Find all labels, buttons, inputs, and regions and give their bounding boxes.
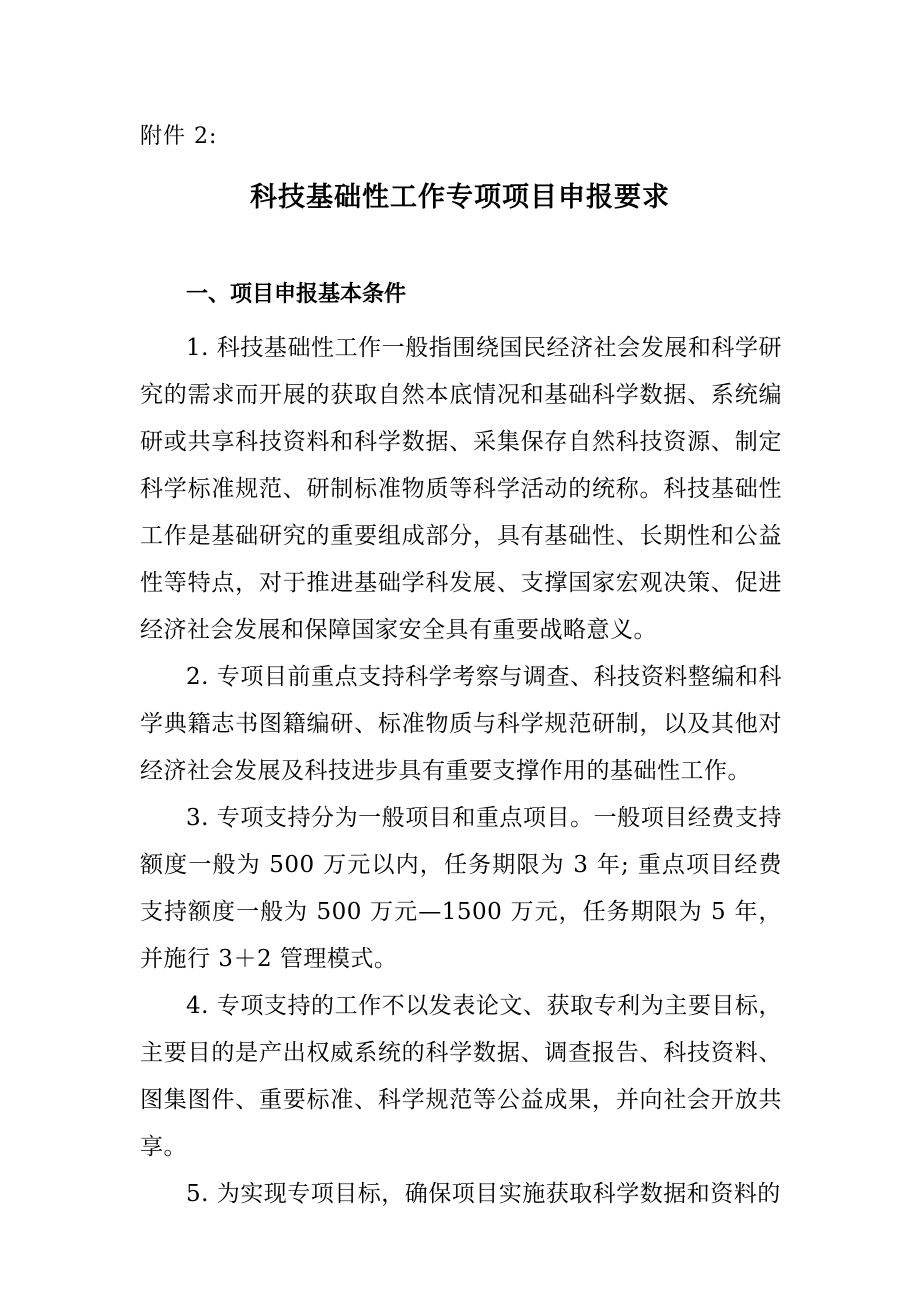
document-body: [140, 325, 782, 1218]
paragraph-5: 5. 为实现专项目标，确保项目实施获取科学数据和资料的: [186, 1181, 781, 1207]
attachment-label: 附件 2:: [140, 124, 218, 149]
paragraph-2: 2. 专项目前重点支持科学考察与调查、科技资料整编和科学典籍志书图籍编研、标准物质与科学规范研制，以及其他对经济社会发展及科技进步具有重要支撑作用的基础性工作。: [140, 664, 782, 784]
section-heading: 一、项目申报基本条件: [186, 282, 407, 307]
document-title: 科技基础性工作专项项目申报要求: [250, 182, 670, 213]
paragraph-4: 4. 专项支持的工作不以发表论文、获取专利为主要目标，主要目的是产出权威系统的科学数据、调查报告、科技资料、图集图件、重要标准、科学规范等公益成果，并向社会开放共享。: [140, 993, 782, 1160]
paragraph-3: 3. 专项支持分为一般项目和重点项目。一般项目经费支持额度一般为 500 万元以内，任务期限为 3 年; 重点项目经费支持额度一般为 500 万元—1500 万元，任务期限为 5 年，并施行 3＋2 管理模式。: [140, 805, 782, 972]
paragraph-1: 1. 科技基础性工作一般指围绕国民经济社会发展和科学研究的需求而开展的获取自然本底情况和基础科学数据、系统编研或共享科技资料和科学数据、采集保存自然科技资源、制定科学标准规范、研制标准物质等科学活动的统称。科技基础性工作是基础研究的重要组成部分，具有基础性、长期性和公益性等特点，对于推进基础学科发展、支撑国家宏观决策、促进经济社会发展和保障国家安全具有重要战略意义。: [140, 335, 782, 643]
